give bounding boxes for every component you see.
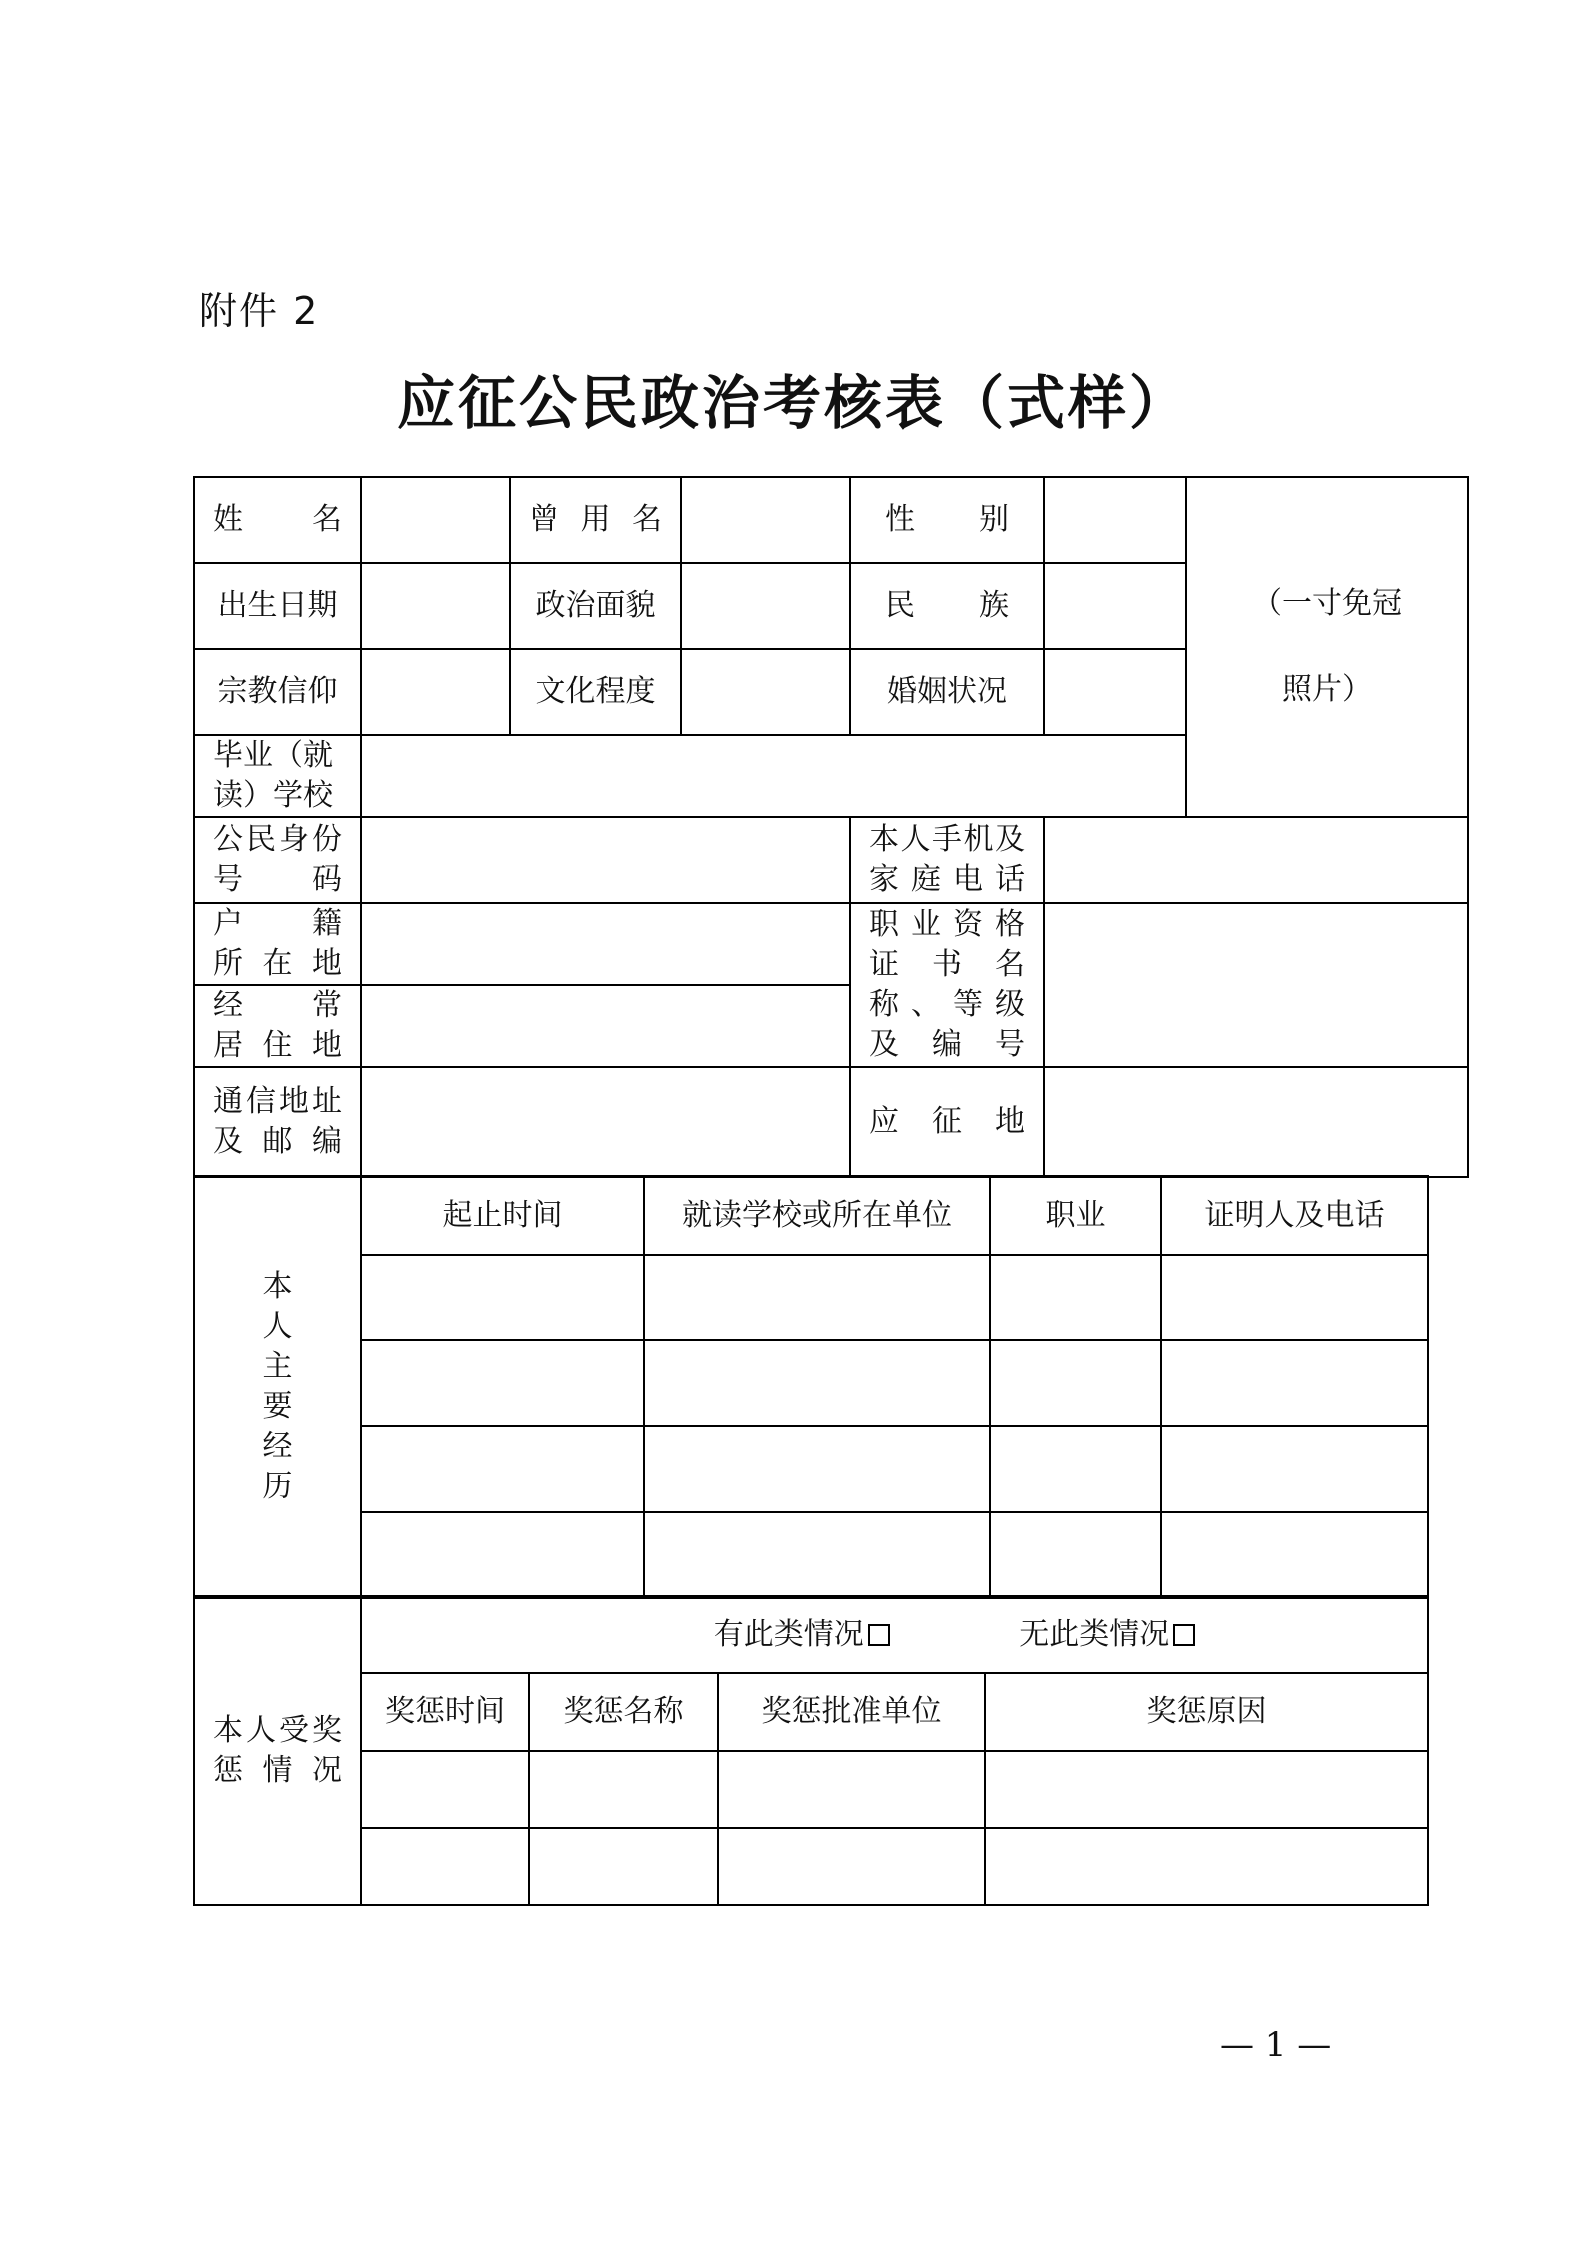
label-rewards: 本 人 受 奖 惩 情 况 xyxy=(194,1596,361,1905)
label-ethnicity: 民 族 xyxy=(850,563,1044,649)
label-birth-date: 出生日期 xyxy=(194,563,361,649)
field-gender[interactable] xyxy=(1044,477,1186,563)
field-enlist-place[interactable] xyxy=(1044,1067,1468,1177)
header-occupation: 职业 xyxy=(990,1176,1161,1255)
label-experience: 本 人 主 要 经 历 xyxy=(194,1176,361,1598)
label-religion: 宗教信仰 xyxy=(194,649,361,735)
table-row xyxy=(194,1426,1428,1512)
field-political-status[interactable] xyxy=(681,563,850,649)
label-cert: 职 业 资 格 证 书 名 称 、 等 级 及 编 号 xyxy=(850,903,1044,1067)
no-rewards-option[interactable]: 无此类情况 xyxy=(1019,1617,1195,1652)
header-reward-time: 奖惩时间 xyxy=(361,1673,529,1751)
label-phone: 本 人 手 机 及 家 庭 电 话 xyxy=(850,817,1044,903)
table-row xyxy=(194,1828,1428,1905)
table-row xyxy=(194,1512,1428,1598)
label-political-status: 政治面貌 xyxy=(510,563,681,649)
label-household: 户 籍 所 在 地 xyxy=(194,903,361,985)
has-rewards-option[interactable]: 有此类情况 xyxy=(714,1617,890,1652)
header-school-unit: 就读学校或所在单位 xyxy=(644,1176,990,1255)
experience-table xyxy=(193,1175,1429,1599)
label-address: 通 信 地 址 及 邮 编 xyxy=(194,1067,361,1177)
field-ethnicity[interactable] xyxy=(1044,563,1186,649)
page-title: 应征公民政治考核表（式样） xyxy=(396,369,1190,437)
label-enlist-place: 应 征 地 xyxy=(850,1067,1044,1177)
field-name[interactable] xyxy=(361,477,510,563)
table-row xyxy=(194,1751,1428,1828)
header-period: 起止时间 xyxy=(361,1176,644,1255)
field-education[interactable] xyxy=(681,649,850,735)
photo-box[interactable]: （一寸免冠 照片） xyxy=(1186,477,1468,817)
field-id-number[interactable] xyxy=(361,817,850,903)
field-household[interactable] xyxy=(361,903,850,985)
label-former-name: 曾 用 名 xyxy=(510,477,681,563)
field-marital[interactable] xyxy=(1044,649,1186,735)
attachment-label: 附件 2 xyxy=(199,289,320,333)
label-school: 毕业（就 读）学校 xyxy=(194,735,361,817)
label-gender: 性 别 xyxy=(850,477,1044,563)
field-address[interactable] xyxy=(361,1067,850,1177)
checkbox-none[interactable] xyxy=(1173,1624,1195,1646)
rewards-table xyxy=(193,1595,1429,1906)
basic-info-table xyxy=(193,476,1469,1178)
label-residence: 经 常 居 住 地 xyxy=(194,985,361,1067)
header-reward-name: 奖惩名称 xyxy=(529,1673,718,1751)
header-reward-unit: 奖惩批准单位 xyxy=(718,1673,985,1751)
label-marital: 婚姻状况 xyxy=(850,649,1044,735)
label-id-number: 公 民 身 份 号 码 xyxy=(194,817,361,903)
header-reward-reason: 奖惩原因 xyxy=(985,1673,1428,1751)
field-religion[interactable] xyxy=(361,649,510,735)
table-row xyxy=(194,1255,1428,1340)
field-phone[interactable] xyxy=(1044,817,1468,903)
label-name: 姓 名 xyxy=(194,477,361,563)
header-witness: 证明人及电话 xyxy=(1161,1176,1428,1255)
checkbox-has[interactable] xyxy=(868,1624,890,1646)
label-education: 文化程度 xyxy=(510,649,681,735)
rewards-status xyxy=(361,1596,1428,1673)
field-school[interactable] xyxy=(361,735,1186,817)
field-cert[interactable] xyxy=(1044,903,1468,1067)
table-row xyxy=(194,1340,1428,1426)
field-former-name[interactable] xyxy=(681,477,850,563)
page-number: — 1 — xyxy=(1220,2025,1332,2065)
field-birth-date[interactable] xyxy=(361,563,510,649)
field-residence[interactable] xyxy=(361,985,850,1067)
